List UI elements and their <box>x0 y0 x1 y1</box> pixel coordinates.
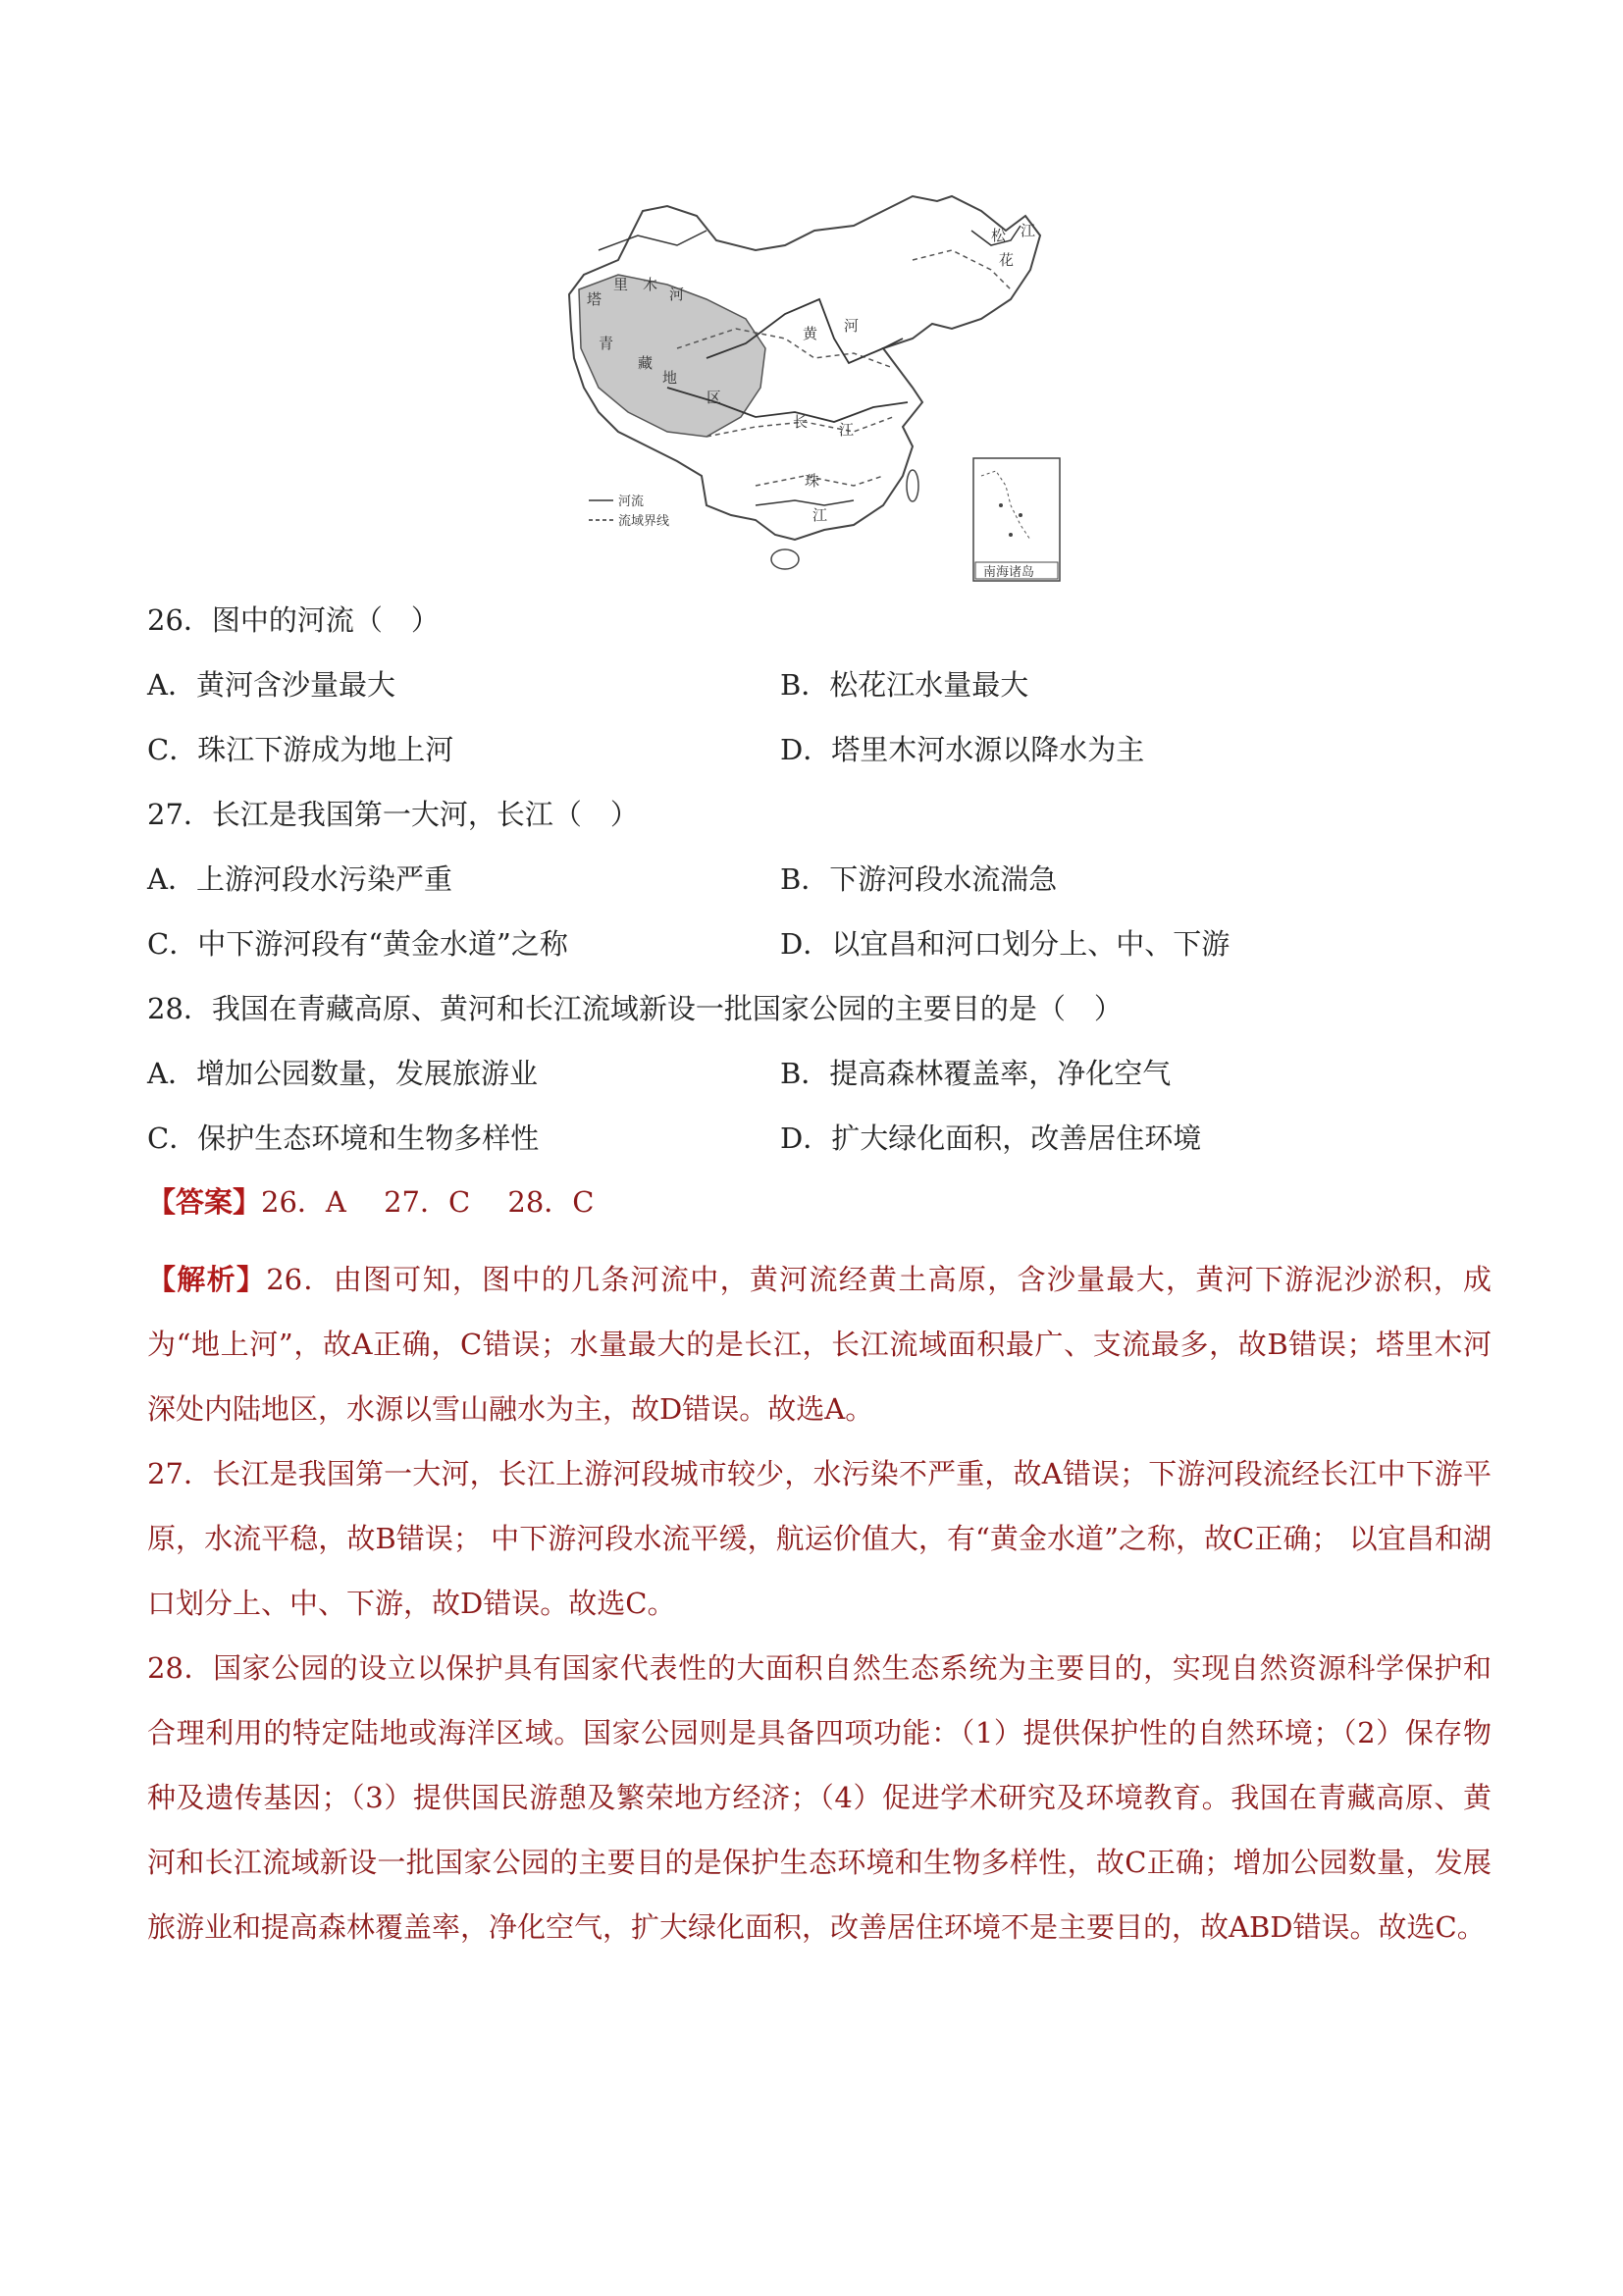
inset-island-dot <box>1009 533 1013 537</box>
answer-section <box>147 1182 1492 1959</box>
question-28-option-a: A．增加公园数量，发展旅游业 <box>147 1057 538 1090</box>
answer-line <box>147 1182 1492 1222</box>
answer-tag: 【答案】 <box>147 1185 262 1219</box>
question-26-option-b: B．松花江水量最大 <box>780 668 1029 702</box>
question-27-option-b: B．下游河段水流湍急 <box>780 862 1058 896</box>
map-label: 江 <box>839 421 855 439</box>
question-26-option-c: C．珠江下游成为地上河 <box>147 733 454 766</box>
question-26-option-d: D．塔里木河水源以降水为主 <box>780 733 1145 766</box>
map-label: 河 <box>844 317 860 335</box>
legend-river-label: 河流 <box>618 495 645 509</box>
map-label: 花 <box>999 251 1015 269</box>
analysis-tag: 【解析】 <box>147 1263 267 1296</box>
question-28-option-c: C．保护生态环境和生物多样性 <box>147 1122 540 1155</box>
map-label: 江 <box>1021 222 1036 239</box>
question-27-option-d: D．以宜昌和河口划分上、中、下游 <box>780 927 1230 961</box>
taiwan-island-shape <box>907 470 918 501</box>
inset-label: 南海诸岛 <box>983 565 1035 580</box>
hainan-island-shape <box>771 549 799 569</box>
map-label: 青 <box>599 335 614 352</box>
analysis-paragraph-27: 27．长江是我国第一大河，长江上游河段城市较少，水污染不严重，故A错误；下游河段流经长江中下游平原，水流平稳，故B错误； 中下游河段水流平缓，航运价值大，有“黄金水道”之称，故C正确； 以宜昌和湖口划分上、中、下游，故D错误。故选C。 <box>147 1457 1492 1620</box>
map-label: 藏 <box>638 354 654 372</box>
inset-island-dot <box>1019 513 1022 517</box>
question-27-option-c: C．中下游河段有“黄金水道”之称 <box>147 927 568 961</box>
map-label: 黄 <box>803 325 818 342</box>
map-label: 松 <box>991 227 1007 244</box>
map-label: 珠 <box>805 472 820 490</box>
map-label: 里 <box>613 276 629 293</box>
analysis-paragraph-26 <box>147 1247 1492 1441</box>
map-label: 木 <box>643 276 658 293</box>
legend-boundary-label: 流域界线 <box>618 514 670 529</box>
map-label: 河 <box>669 286 685 303</box>
map-label: 区 <box>707 389 722 406</box>
inset-boundary-line <box>981 471 1030 540</box>
question-28-option-d: D．扩大绿化面积，改善居住环境 <box>780 1122 1202 1155</box>
question-27-stem: 27．长江是我国第一大河，长江（ ） <box>147 798 639 831</box>
analysis-text-26: 26．由图可知，图中的几条河流中，黄河流经黄土高原，含沙量最大，黄河下游泥沙淤积，成为“地上河”，故A正确，C错误；水量最大的是长江，长江流域面积最广、支流最多，故B错误；塔里木河深处内陆地区，水源以雪山融水为主，故D错误。故选A。 <box>147 1263 1492 1426</box>
question-26-option-a: A．黄河含沙量最大 <box>147 668 395 702</box>
answer-text: 26．A 27．C 28．C <box>261 1185 595 1219</box>
question-28-option-b: B．提高森林覆盖率，净化空气 <box>780 1057 1172 1090</box>
map-label: 塔 <box>587 290 602 308</box>
question-27-option-a: A．上游河段水污染严重 <box>147 862 452 896</box>
basin-boundary-line <box>913 250 1011 289</box>
map-label: 长 <box>793 413 809 431</box>
map-label: 地 <box>662 369 678 387</box>
tarim-river-line <box>599 231 707 250</box>
question-26-stem: 26．图中的河流（ ） <box>147 603 440 637</box>
analysis-paragraph-28: 28．国家公园的设立以保护具有国家代表性的大面积自然生态系统为主要目的，实现自然资源科学保护和合理利用的特定陆地或海洋区域。国家公园则是具备四项功能：（1）提供保护性的自然环境；（2）保存物种及遗传基因；（3）提供国民游憩及繁荣地方经济；（4）促进学术研究及环境教育。我国在青藏高原、黄河和长江流域新设一批国家公园的主要目的是保护生态环境和生物多样性，故C正确；增加公园数量，发展旅游业和提高森林覆盖率，净化空气，扩大绿化面积，改善居住环境不是主要目的，故ABD错误。故选C。 <box>147 1651 1492 1944</box>
china-map-svg <box>559 191 1070 584</box>
china-river-map <box>559 191 1070 584</box>
map-label: 江 <box>812 506 828 524</box>
inset-island-dot <box>999 503 1003 507</box>
question-28-stem: 28．我国在青藏高原、黄河和长江流域新设一批国家公园的主要目的是（ ） <box>147 992 1123 1025</box>
pearl-river-line <box>756 500 854 505</box>
